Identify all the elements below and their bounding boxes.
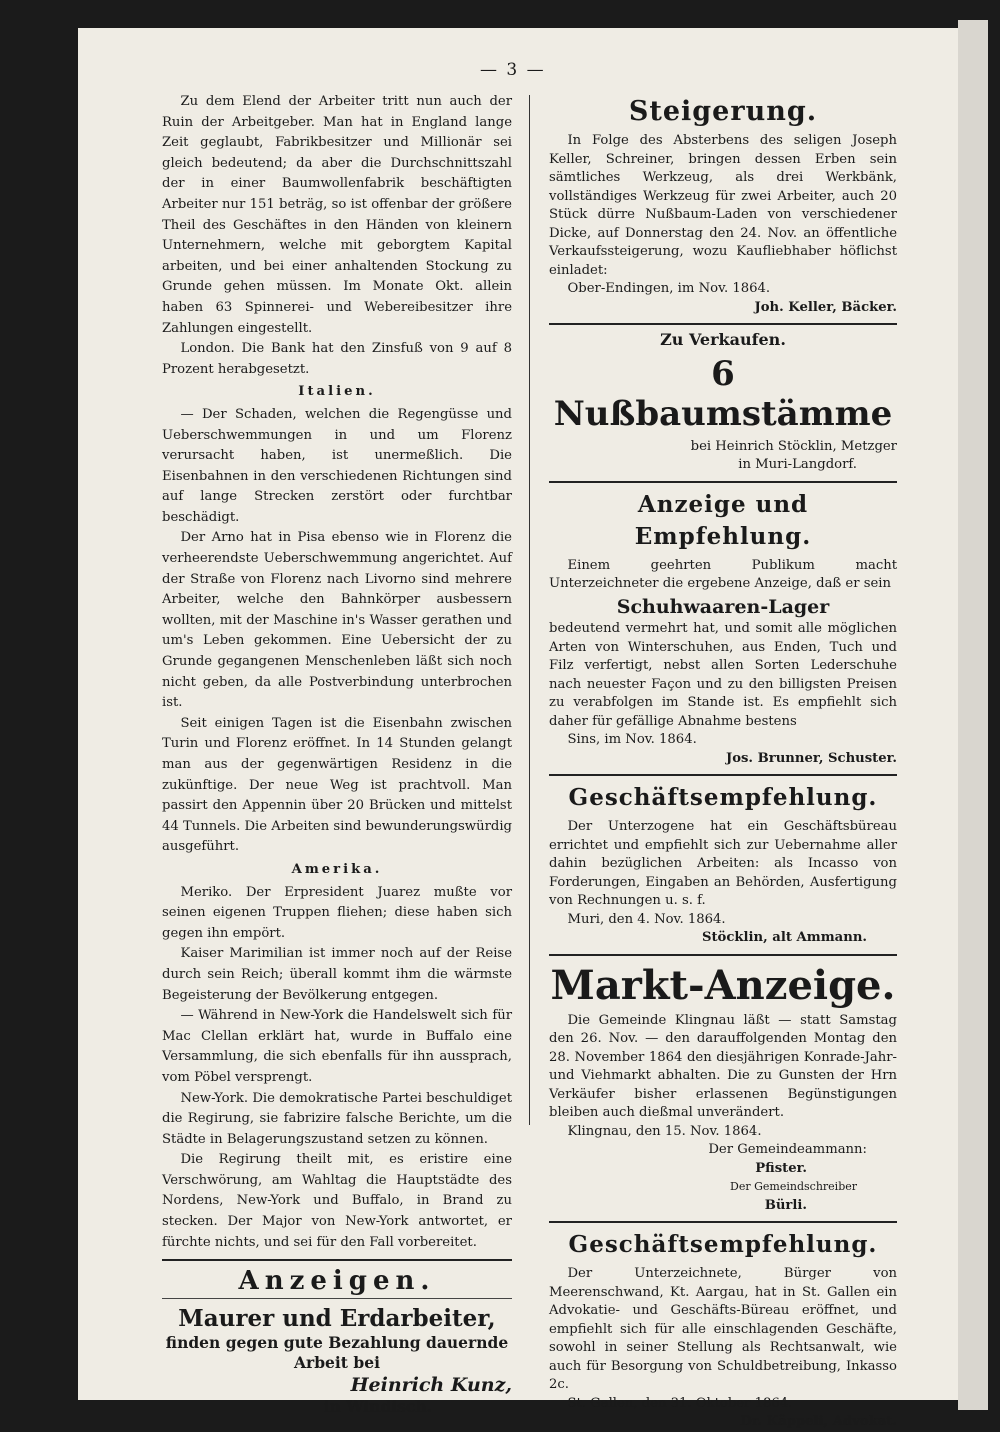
- divider: [549, 481, 897, 483]
- article-paragraph: Zu dem Elend der Arbeiter tritt nun auch der Ruin der Arbeitgeber. Man hat in England lange Zeit geglaubt, Fabrikbesitzer und Millionär sei gleich bedeutend; da aber die Durchschnittszahl der in einer Baumwollenfabrik beschäftigten Arbeiter nur 151 beträg, so ist offenbar der größere Theil des Geschäftes in den Händen von kleinern Unternehmern, welche mit geborgtem Kapital arbeiten, und bei einer anhaltenden Stockung zu Grunde gehen müssen. Im Monate Okt. allein haben 63 Spinnerei- und Webereibesitzer ihre Zahlungen eingestellt.: [162, 94, 512, 336]
- ad-title-geschaeft-2: Geschäftsempfehlung.: [568, 1231, 878, 1258]
- ad-signature: Pfister.: [755, 1160, 807, 1176]
- divider: [549, 774, 897, 776]
- ad-place: St. Gallen, den 31. Oktober 1864.: [567, 1395, 793, 1411]
- ad-body: In Folge des Absterbens des seligen Joseph Keller, Schreiner, bringen dessen Erben sein sämtliches Werkzeug, als drei Werkbänk, vollständiges Werkzeug für zwei Arbeiter, auch 20 Stück dürre Nußbaum-Laden von verschiedener Dicke, auf Donnerstag den 24. Nov. an öffentliche Verkaufssteigerung, wozu Kaufliebhaber höflichst einladet:: [549, 133, 897, 278]
- page-number: — 3 —: [480, 60, 546, 80]
- ad-body: Der Unterzogene hat ein Geschäftsbüreau errichtet und empfiehlt sich zur Uebernahme aller dahin bezüglichen Arbeiten: als Incasso von Forderungen, Eingaben an Behörden, Ausfertigung von Rechnungen u. s. f.: [549, 819, 897, 908]
- ad-signature: Joh. Keller, Bäcker.: [754, 299, 897, 315]
- article-paragraph: Kaiser Marimilian ist immer noch auf der Reise durch sein Reich; überall kommt ihm die wärmste Begeisterung der Bevölkerung entgegen.: [162, 946, 512, 1003]
- divider: [162, 1298, 512, 1299]
- section-rule: [162, 1259, 512, 1261]
- ad-name: Heinrich Kunz,: [350, 1373, 512, 1396]
- article-paragraph: Seit einigen Tagen ist die Eisenbahn zwischen Turin und Florenz eröffnet. In 14 Stunden gelangt man aus der gegenwärtigen Residenz in die zukünftige. Der neue Weg ist prachtvoll. Man passirt den Appennin über 20 Brücken und mittelst 44 Tunnels. Die Arbeiten sind bewunderungswürdig ausgeführt.: [162, 715, 512, 855]
- column-divider: [529, 95, 530, 1125]
- ad-signature: Dr. Käppeli, Advokat.: [740, 1414, 897, 1429]
- ad-signature: Jos. Brunner, Schuster.: [725, 750, 897, 766]
- ad-body: in Muri-Langdorf.: [738, 457, 857, 472]
- ad-place: in Windisch.: [323, 1396, 432, 1416]
- ad-place: Sins, im Nov. 1864.: [567, 732, 697, 747]
- ad-body: Der Unterzeichnete, Bürger von Meerenschwand, Kt. Aargau, hat in St. Gallen ein Advokatie- und Geschäfts-Büreau eröffnet, und empfiehlt sich für alle einschlagenden Geschäfte, sowohl in seiner Stellung als Rechtsanwalt, wie auch für Besorgung von Schuldbetreibung, Inkasso 2c.: [549, 1266, 897, 1392]
- ad-body: finden gegen gute Bezahlung dauernde Arbeit bei: [165, 1332, 509, 1372]
- ad-body: bei Heinrich Stöcklin, Metzger: [690, 438, 897, 454]
- article-paragraph: London. Die Bank hat den Zinsfuß von 9 auf 8 Prozent herabgesetzt.: [162, 341, 512, 377]
- ad-heading: Zu Verkaufen.: [660, 330, 786, 349]
- ad-signature: Stöcklin, alt Ammann.: [701, 930, 867, 945]
- ads-heading: Anzeigen.: [238, 1266, 436, 1297]
- ad-place: Ober-Endingen, im Nov. 1864.: [567, 281, 771, 296]
- ad-body: bedeutend vermehrt hat, und somit alle möglichen Arten von Winterschuhen, aus Enden, Tuch und Filz verfertigt, nebst allen Sorten Lederschuhe nach neuester Façon und zu den billigsten Preisen zu verabfolgen im Stande ist. Es empfiehlt sich daher für gefällige Abnahme bestens: [549, 621, 897, 729]
- article-paragraph: — Der Schaden, welchen die Regengüsse und Ueberschwemmungen in und um Florenz verursacht haben, ist unermeßlich. Die Eisenbahnen in den verschiedenen Richtungen sind auf lange Strecken zerstört oder furchtbar beschädigt.: [162, 406, 512, 525]
- right-column: [549, 92, 897, 1432]
- ad-subtitle: Schuhwaaren-Lager: [616, 595, 830, 618]
- ad-body: Einem geehrten Publikum macht Unterzeichneter die ergebene Anzeige, daß er sein: [549, 557, 897, 591]
- left-column: [162, 92, 512, 1417]
- ad-title: Maurer und Erdarbeiter,: [178, 1304, 496, 1332]
- section-heading-italien: Italien.: [298, 384, 376, 400]
- ad-role: Der Gemeindeammann:: [708, 1142, 867, 1157]
- ad-body: Die Gemeinde Klingnau läßt — statt Samstag den 26. Nov. — den darauffolgenden Montag den 28. November 1864 den diesjährigen Konrade-Jahr- und Viehmarkt abhalten. Die zu Gunsten der Hrn Verkäufer bisher erlassenen Begünstigungen bleiben auch dießmal unverändert.: [549, 1012, 897, 1120]
- article-paragraph: Meriko. Der Erpresident Juarez mußte vor seinen eigenen Truppen fliehen; diese haben sich gegen ihn empört.: [162, 884, 512, 941]
- article-paragraph: New-York. Die demokratische Partei beschuldiget die Regirung, sie fabrizire falsche Berichte, um die Städte in Belagerungszustand setzen zu können.: [162, 1090, 512, 1147]
- divider: [549, 1221, 897, 1223]
- ad-title-geschaeft: Geschäftsempfehlung.: [568, 784, 878, 811]
- article-paragraph: Der Arno hat in Pisa ebenso wie in Florenz die verheerendste Ueberschwemmung angerichtet. Auf der Straße von Florenz nach Livorno sind mehrere Arbeiter, welche den Bahnkörper ausbessern wollten, mit der Maschine in's Wasser gerathen und um's Leben gekommen. Eine Uebersicht der zu Grunde gegangenen Menschenleben läßt sich noch nicht geben, da alle Postverbindung unterbrochen ist.: [162, 530, 512, 711]
- next-page-edge: [958, 20, 988, 1410]
- section-heading-amerika: Amerika.: [291, 861, 383, 877]
- ad-place: Klingnau, den 15. Nov. 1864.: [567, 1123, 762, 1139]
- divider: [549, 954, 897, 956]
- ad-title-anzeige: Anzeige und Empfehlung.: [634, 490, 812, 550]
- divider: [549, 323, 897, 325]
- ad-role: Der Gemeindschreiber: [730, 1180, 857, 1193]
- ad-title-nussbaum: 6 Nußbaumstämme: [553, 353, 893, 434]
- ad-title-steigerung: Steigerung.: [628, 96, 818, 127]
- ad-place: Muri, den 4. Nov. 1864.: [567, 911, 726, 927]
- ad-title-markt: Markt-Anzeige.: [550, 961, 896, 1009]
- ad-signature: Bürli.: [764, 1197, 807, 1213]
- article-paragraph: Die Regirung theilt mit, es eristire eine Verschwörung, am Wahltag die Hauptstädte des Nordens, New-York und Buffalo, in Brand zu stecken. Der Major von New-York antwortet, er fürchte nichts, und sei für den Fall vorbereitet.: [162, 1152, 512, 1250]
- article-paragraph: — Während in New-York die Handelswelt sich für Mac Clellan erklärt hat, wurde in Buffalo eine Versammlung, die sich ebenfalls für ihn aussprach, vom Pöbel versprengt.: [162, 1008, 512, 1085]
